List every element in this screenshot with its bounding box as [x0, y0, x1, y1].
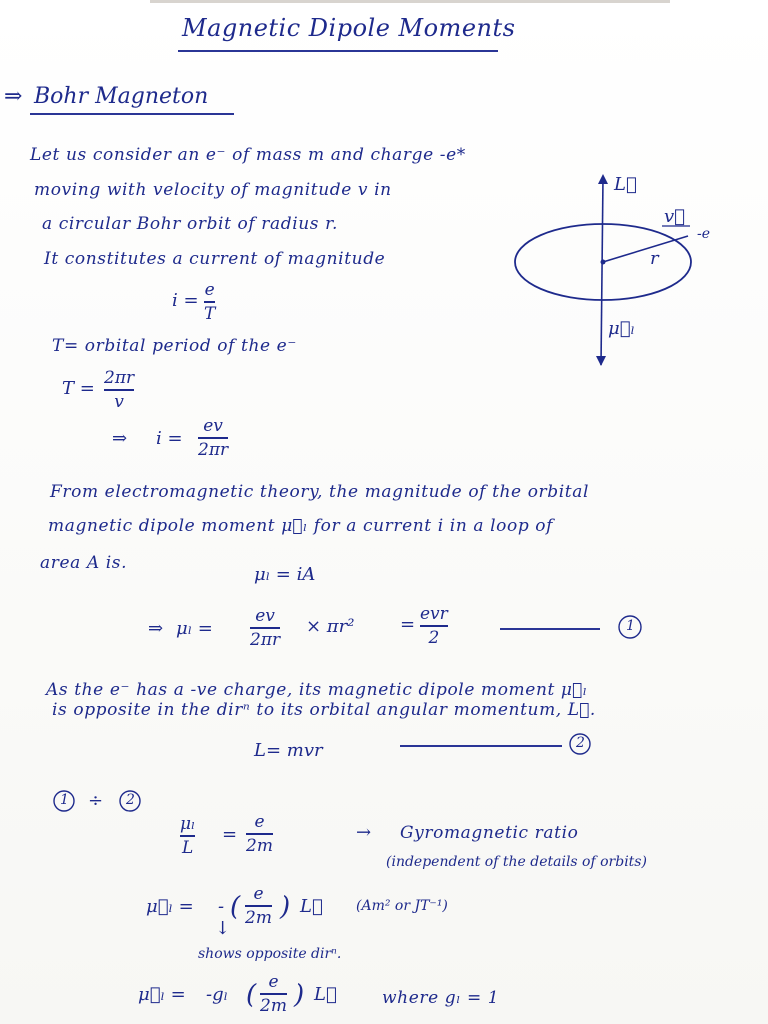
eq2-marker: 2: [576, 735, 585, 751]
final-eq-where: where gₗ = 1: [382, 988, 500, 1008]
current-eq-lhs: i =: [172, 290, 199, 311]
vector-eq-paren-open: (: [230, 892, 241, 922]
eq1-marker: 1: [626, 618, 635, 634]
vector-eq-paren-close: ): [280, 892, 291, 922]
final-eq-paren-close: ): [294, 980, 305, 1010]
current-eq2-den: 2πr: [198, 439, 229, 460]
final-eq-lhs: μ⃗ₗ =: [138, 984, 186, 1005]
divide-a: 1: [60, 792, 69, 808]
mu-eq-num-1: ev: [255, 606, 275, 626]
period-eq-lhs: T =: [62, 378, 95, 399]
mu-eq-equals: =: [400, 614, 416, 635]
final-eq-L: L⃗: [314, 984, 337, 1005]
ratio-fraction-2: [246, 812, 273, 856]
period-definition: T= orbital period of the e⁻: [52, 336, 297, 356]
mu-eq-den-1: 2πr: [250, 629, 281, 650]
current-eq2-prefix: ⇒: [112, 428, 128, 449]
page-title: Magnetic Dipole Moments: [182, 14, 516, 42]
final-eq-den: 2m: [260, 995, 287, 1016]
divide-op: ÷: [88, 790, 104, 811]
vector-eq-fraction: [245, 884, 272, 928]
vector-eq-den: 2m: [245, 907, 272, 928]
em-theory-line-1: From electromagnetic theory, the magnitude of the orbital: [50, 482, 590, 502]
diagram-charge-label: -e: [697, 226, 711, 242]
units-note: (Am² or JT⁻¹): [356, 898, 448, 914]
intro-line-1: Let us consider an e⁻ of mass m and charge -e*: [30, 145, 466, 165]
independent-note: (independent of the details of orbits): [386, 854, 647, 870]
vector-eq-minus: -: [218, 896, 225, 917]
final-eq-rhs: -gₗ: [206, 984, 228, 1005]
negative-charge-line-2: is opposite in the dirⁿ to its orbital angular momentum, L⃗.: [52, 700, 596, 720]
ratio-num-2: e: [254, 812, 265, 832]
opposite-dir-note: shows opposite dirⁿ.: [198, 946, 342, 962]
mu-eq-den-2: 2: [428, 627, 440, 648]
mu-iA-eq: μₗ = iA: [254, 564, 316, 585]
ratio-fraction-1: [180, 814, 195, 858]
ratio-equals: =: [222, 824, 238, 845]
mu-eq-num-2: evr: [420, 604, 448, 624]
current-eq2-num: ev: [203, 416, 223, 436]
negative-charge-line-1: As the e⁻ has a -ve charge, its magnetic dipole moment μ⃗ₗ: [46, 680, 588, 700]
mu-eq-prefix: ⇒: [148, 618, 164, 639]
down-arrow: ↓: [215, 918, 231, 939]
ratio-den-2: 2m: [246, 835, 273, 856]
intro-line-3: a circular Bohr orbit of radius r.: [42, 214, 338, 234]
diagram-v-label: v⃗: [664, 206, 685, 227]
heading-arrow: ⇒: [4, 84, 23, 109]
intro-line-2: moving with velocity of magnitude v in: [34, 180, 392, 200]
final-eq-num: e: [268, 972, 279, 992]
vector-eq-L: L⃗: [300, 896, 323, 917]
divide-b: 2: [126, 792, 135, 808]
intro-line-4: It constitutes a current of magnitude: [44, 249, 386, 269]
period-eq-num: 2πr: [104, 368, 135, 388]
current-eq-den: T: [204, 303, 216, 324]
ratio-den-1: L: [181, 837, 194, 858]
current-eq2-lhs: i =: [156, 428, 183, 449]
current-eq-num: e: [204, 280, 215, 300]
ratio-num-1: μₗ: [180, 814, 196, 834]
final-eq-paren-open: (: [246, 980, 257, 1010]
period-eq-den: v: [114, 391, 124, 412]
final-eq-fraction: [260, 972, 287, 1016]
em-theory-line-2: magnetic dipole moment μ⃗ₗ for a current i in a loop of: [48, 516, 554, 536]
ratio-arrow: →: [356, 822, 372, 843]
L-eq: L= mvr: [254, 740, 323, 761]
em-theory-line-3: area A is.: [40, 553, 128, 573]
section-heading: Bohr Magneton: [34, 84, 209, 109]
diagram-mu-label: μ⃗ₗ: [608, 318, 635, 339]
vector-eq-num: e: [253, 884, 264, 904]
diagram-L-label: L⃗: [614, 174, 637, 195]
mu-eq-times: × πr²: [306, 616, 355, 637]
mu-eq-lhs: μₗ =: [176, 618, 213, 639]
diagram-r-label: r: [650, 248, 659, 269]
vector-eq-lhs: μ⃗ₗ =: [146, 896, 194, 917]
gyromagnetic-note: Gyromagnetic ratio: [400, 823, 579, 843]
